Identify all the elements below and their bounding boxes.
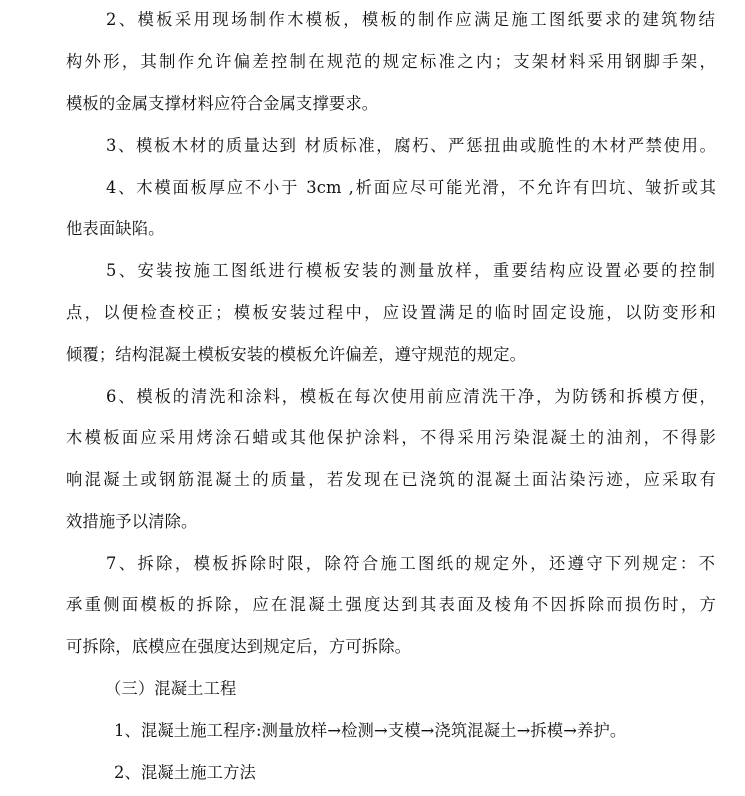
paragraph-6-line-3: 响混凝土或钢筋混凝土的质量，若发现在已浇筑的混凝土面沾染污迹，应采取有 <box>66 470 716 489</box>
paragraph-2-line-1: 2、模板采用现场制作木模板，模板的制作应满足施工图纸要求的建筑物结 <box>106 10 715 29</box>
item-1: 1、混凝土施工程序:测量放样→检测→支模→浇筑混凝土→拆模→养护。 <box>114 721 627 740</box>
paragraph-4-line-1: 4、木模面板厚应不小于 3cm ,析面应尽可能光滑，不允许有凹坑、皱折或其 <box>106 178 716 197</box>
paragraph-5-line-1: 5、安装按施工图纸进行模板安装的测量放样，重要结构应设置必要的控制 <box>106 261 715 280</box>
paragraph-3-line-1: 3、模板木材的质量达到 材质标准，腐朽、严惩扭曲或脆性的木材严禁使用。 <box>106 136 716 155</box>
section-heading: （三）混凝土工程 <box>105 679 237 698</box>
paragraph-6-line-2: 木模板面应采用烤涂石蜡或其他保护涂料，不得采用污染混凝土的油剂，不得影 <box>66 428 716 447</box>
paragraph-7-line-3: 可拆除，底模应在强度达到规定后，方可拆除。 <box>66 637 412 656</box>
paragraph-6-line-4: 效措施予以清除。 <box>66 512 198 531</box>
paragraph-2-line-3: 模板的金属支撑材料应符合金属支撑要求。 <box>66 94 379 113</box>
paragraph-5-line-3: 倾覆；结构混凝土模板安装的模板允许偏差，遵守规范的规定。 <box>66 345 527 364</box>
paragraph-7-line-1: 7、拆除，模板拆除时限，除符合施工图纸的规定外，还遵守下列规定：不 <box>106 554 715 573</box>
paragraph-4-line-2: 他表面缺陷。 <box>66 219 165 238</box>
paragraph-5-line-2: 点，以便检查校正；模板安装过程中，应设置满足的临时固定设施，以防变形和 <box>66 303 716 322</box>
paragraph-7-line-2: 承重侧面模板的拆除，应在混凝土强度达到其表面及棱角不因拆除而损伤时，方 <box>66 595 716 614</box>
paragraph-2-line-2: 构外形，其制作允许偏差控制在规范的规定标准之内；支架材料采用钢脚手架， <box>66 52 716 71</box>
paragraph-6-line-1: 6、模板的清洗和涂料，模板在每次使用前应清洗干净，为防锈和拆模方便， <box>106 387 716 406</box>
item-2: 2、混凝土施工方法 <box>114 763 256 782</box>
